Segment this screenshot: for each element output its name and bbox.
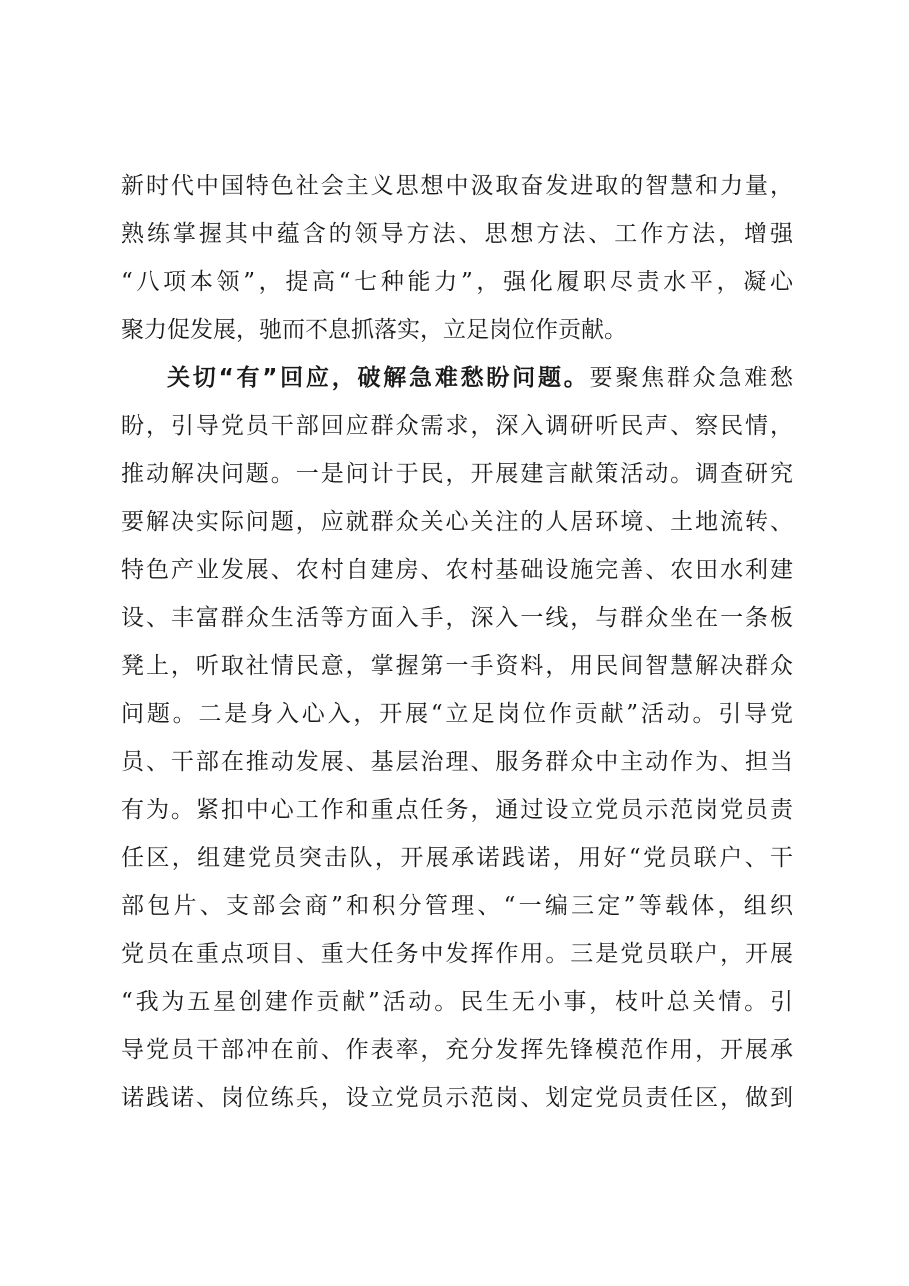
text-line: 有为。紧扣中心工作和重点任务，通过设立党员示范岗党员责 <box>121 797 793 823</box>
text-line: 设、丰富群众生活等方面入手，深入一线，与群众坐在一条板 <box>121 605 793 631</box>
text-line: 任区，组建党员突击队，开展承诺践诺，用好“党员联户、干 <box>121 845 793 871</box>
text-line: 导党员干部冲在前、作表率，充分发挥先锋模范作用，开展承 <box>121 1037 793 1063</box>
text-line: 问题。二是身入心入，开展“立足岗位作贡献”活动。引导党 <box>121 701 793 727</box>
paragraph-heading: 关切“有”回应，破解急难愁盼问题。 <box>167 365 590 391</box>
text-line: 特色产业发展、农村自建房、农村基础设施完善、农田水利建 <box>121 557 793 583</box>
text-line: 诺践诺、岗位练兵，设立党员示范岗、划定党员责任区，做到 <box>121 1085 793 1111</box>
text-line: 聚力促发展，驰而不息抓落实，立足岗位作贡献。 <box>121 317 627 343</box>
text-line: 要解决实际问题，应就群众关心关注的人居环境、土地流转、 <box>121 509 793 535</box>
text-line: 要聚焦群众急难愁 <box>589 365 794 391</box>
text-line: 部包片、支部会商”和积分管理、“一编三定”等载体，组织 <box>121 893 793 919</box>
text-line: 员、干部在推动发展、基层治理、服务群众中主动作为、担当 <box>121 749 793 775</box>
text-line: 推动解决问题。一是问计于民，开展建言献策活动。调查研究 <box>121 461 793 487</box>
text-line: “八项本领”，提高“七种能力”，强化履职尽责水平，凝心 <box>121 269 793 295</box>
text-line: 熟练掌握其中蕴含的领导方法、思想方法、工作方法，增强 <box>121 221 793 247</box>
text-line: 党员在重点项目、重大任务中发挥作用。三是党员联户，开展 <box>121 941 793 967</box>
text-line: 凳上，听取社情民意，掌握第一手资料，用民间智慧解决群众 <box>121 653 793 679</box>
text-line: 盼，引导党员干部回应群众需求，深入调研听民声、察民情， <box>121 413 793 439</box>
text-line: “我为五星创建作贡献”活动。民生无小事，枝叶总关情。引 <box>121 989 793 1015</box>
text-line: 新时代中国特色社会主义思想中汲取奋发进取的智慧和力量， <box>121 173 793 199</box>
paragraph-first-line <box>167 358 793 398</box>
